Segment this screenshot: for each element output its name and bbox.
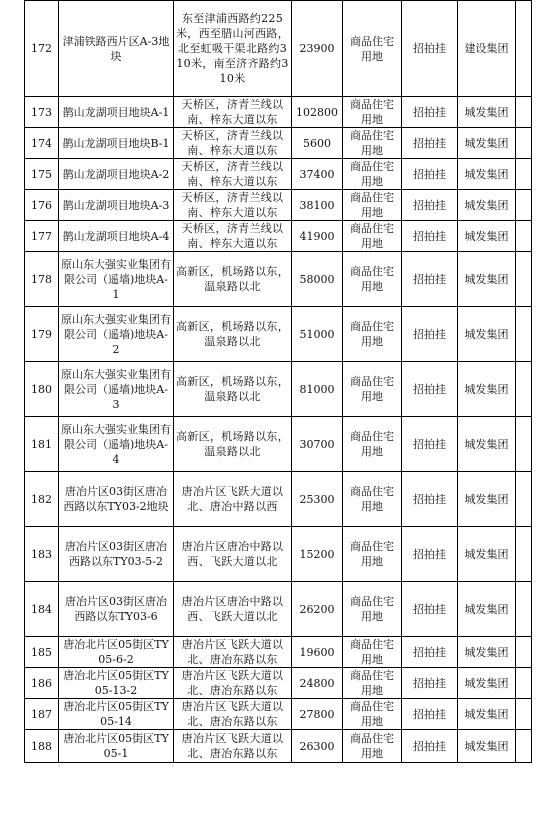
transfer-method-cell: 招拍挂 xyxy=(402,128,458,159)
land-use-cell: 商品住宅用地 xyxy=(343,637,402,668)
land-parcel-table xyxy=(24,0,532,763)
note-cell xyxy=(516,582,532,637)
note-cell xyxy=(516,472,532,527)
parcel-name-cell: 原山东大强实业集团有限公司（遥墙)地块A-2 xyxy=(59,307,174,362)
note-cell xyxy=(516,527,532,582)
table-row xyxy=(25,221,532,252)
area-cell: 102800 xyxy=(292,97,343,128)
owner-group-cell: 城发集团 xyxy=(458,637,516,668)
location-cell: 天桥区，济青兰线以南、梓东大道以东 xyxy=(174,221,292,252)
area-cell: 38100 xyxy=(292,190,343,221)
owner-group-cell: 城发集团 xyxy=(458,128,516,159)
land-use-cell: 商品住宅用地 xyxy=(343,159,402,190)
row-number-cell: 177 xyxy=(25,221,59,252)
owner-group-cell: 城发集团 xyxy=(458,668,516,699)
location-cell: 天桥区，济青兰线以南、梓东大道以东 xyxy=(174,190,292,221)
table-row xyxy=(25,128,532,159)
row-number-cell: 186 xyxy=(25,668,59,699)
transfer-method-cell: 招拍挂 xyxy=(402,190,458,221)
area-cell: 51000 xyxy=(292,307,343,362)
owner-group-cell: 城发集团 xyxy=(458,252,516,307)
owner-group-cell: 城发集团 xyxy=(458,190,516,221)
transfer-method-cell: 招拍挂 xyxy=(402,472,458,527)
area-cell: 27800 xyxy=(292,699,343,730)
table-row xyxy=(25,472,532,527)
transfer-method-cell: 招拍挂 xyxy=(402,730,458,763)
table-row xyxy=(25,307,532,362)
land-use-cell: 商品住宅用地 xyxy=(343,582,402,637)
owner-group-cell: 城发集团 xyxy=(458,730,516,763)
location-cell: 天桥区，济青兰线以南、梓东大道以东 xyxy=(174,159,292,190)
land-use-cell: 商品住宅用地 xyxy=(343,190,402,221)
parcel-name-cell: 唐冶片区03街区唐冶西路以东TY03-5-2 xyxy=(59,527,174,582)
parcel-name-cell: 唐冶北片区05街区TY05-14 xyxy=(59,699,174,730)
parcel-name-cell: 原山东大强实业集团有限公司（遥墙)地块A-3 xyxy=(59,362,174,417)
parcel-name-cell: 唐冶北片区05街区TY05-6-2 xyxy=(59,637,174,668)
table-row xyxy=(25,159,532,190)
parcel-name-cell: 唐冶北片区05街区TY05-13-2 xyxy=(59,668,174,699)
transfer-method-cell: 招拍挂 xyxy=(402,668,458,699)
table-row xyxy=(25,730,532,763)
note-cell xyxy=(516,362,532,417)
row-number-cell: 176 xyxy=(25,190,59,221)
land-use-cell: 商品住宅用地 xyxy=(343,362,402,417)
note-cell xyxy=(516,699,532,730)
location-cell: 天桥区，济青兰线以南、梓东大道以东 xyxy=(174,97,292,128)
transfer-method-cell: 招拍挂 xyxy=(402,417,458,472)
table-row xyxy=(25,97,532,128)
transfer-method-cell: 招拍挂 xyxy=(402,307,458,362)
area-cell: 37400 xyxy=(292,159,343,190)
location-cell: 天桥区，济青兰线以南、梓东大道以东 xyxy=(174,128,292,159)
row-number-cell: 187 xyxy=(25,699,59,730)
transfer-method-cell: 招拍挂 xyxy=(402,582,458,637)
area-cell: 81000 xyxy=(292,362,343,417)
note-cell xyxy=(516,307,532,362)
land-use-cell: 商品住宅用地 xyxy=(343,417,402,472)
area-cell: 23900 xyxy=(292,1,343,97)
row-number-cell: 188 xyxy=(25,730,59,763)
location-cell: 唐冶片区唐冶中路以西、飞跃大道以北 xyxy=(174,527,292,582)
table-row xyxy=(25,699,532,730)
row-number-cell: 173 xyxy=(25,97,59,128)
transfer-method-cell: 招拍挂 xyxy=(402,97,458,128)
note-cell xyxy=(516,128,532,159)
table-row xyxy=(25,637,532,668)
location-cell: 唐冶片区飞跃大道以北、唐冶东路以东 xyxy=(174,668,292,699)
parcel-name-cell: 津浦铁路西片区A-3地块 xyxy=(59,1,174,97)
location-cell: 高新区，机场路以东，温泉路以北 xyxy=(174,362,292,417)
transfer-method-cell: 招拍挂 xyxy=(402,221,458,252)
parcel-name-cell: 唐冶北片区05街区TY05-1 xyxy=(59,730,174,763)
area-cell: 19600 xyxy=(292,637,343,668)
note-cell xyxy=(516,668,532,699)
area-cell: 58000 xyxy=(292,252,343,307)
area-cell: 24800 xyxy=(292,668,343,699)
note-cell xyxy=(516,637,532,668)
land-use-cell: 商品住宅用地 xyxy=(343,97,402,128)
row-number-cell: 175 xyxy=(25,159,59,190)
note-cell xyxy=(516,221,532,252)
row-number-cell: 174 xyxy=(25,128,59,159)
area-cell: 26300 xyxy=(292,730,343,763)
land-use-cell: 商品住宅用地 xyxy=(343,307,402,362)
owner-group-cell: 建设集团 xyxy=(458,1,516,97)
row-number-cell: 181 xyxy=(25,417,59,472)
location-cell: 高新区，机场路以东，温泉路以北 xyxy=(174,417,292,472)
area-cell: 41900 xyxy=(292,221,343,252)
note-cell xyxy=(516,1,532,97)
owner-group-cell: 城发集团 xyxy=(458,97,516,128)
row-number-cell: 179 xyxy=(25,307,59,362)
note-cell xyxy=(516,730,532,763)
note-cell xyxy=(516,97,532,128)
parcel-name-cell: 鹊山龙湖项目地块A-2 xyxy=(59,159,174,190)
row-number-cell: 178 xyxy=(25,252,59,307)
row-number-cell: 183 xyxy=(25,527,59,582)
location-cell: 东至津浦西路约225米，西至腊山河西路，北至虹吸干渠北路约310米，南至济齐路约310米 xyxy=(174,1,292,97)
land-use-cell: 商品住宅用地 xyxy=(343,221,402,252)
table-row xyxy=(25,1,532,97)
owner-group-cell: 城发集团 xyxy=(458,472,516,527)
parcel-name-cell: 原山东大强实业集团有限公司（遥墙)地块A-1 xyxy=(59,252,174,307)
location-cell: 唐冶片区飞跃大道以北、唐冶东路以东 xyxy=(174,730,292,763)
owner-group-cell: 城发集团 xyxy=(458,159,516,190)
note-cell xyxy=(516,159,532,190)
table-row xyxy=(25,190,532,221)
area-cell: 26200 xyxy=(292,582,343,637)
transfer-method-cell: 招拍挂 xyxy=(402,637,458,668)
location-cell: 高新区，机场路以东，温泉路以北 xyxy=(174,307,292,362)
table-row xyxy=(25,582,532,637)
parcel-name-cell: 鹊山龙湖项目地块A-1 xyxy=(59,97,174,128)
parcel-name-cell: 唐冶片区03街区唐冶西路以东TY03-2地块 xyxy=(59,472,174,527)
transfer-method-cell: 招拍挂 xyxy=(402,527,458,582)
land-use-cell: 商品住宅用地 xyxy=(343,1,402,97)
land-use-cell: 商品住宅用地 xyxy=(343,252,402,307)
table-row xyxy=(25,527,532,582)
transfer-method-cell: 招拍挂 xyxy=(402,1,458,97)
owner-group-cell: 城发集团 xyxy=(458,417,516,472)
location-cell: 唐冶片区唐冶中路以西、飞跃大道以北 xyxy=(174,582,292,637)
table-row xyxy=(25,362,532,417)
owner-group-cell: 城发集团 xyxy=(458,307,516,362)
land-use-cell: 商品住宅用地 xyxy=(343,527,402,582)
location-cell: 唐冶片区飞跃大道以北、唐冶东路以东 xyxy=(174,637,292,668)
parcel-name-cell: 鹊山龙湖项目地块B-1 xyxy=(59,128,174,159)
land-use-cell: 商品住宅用地 xyxy=(343,668,402,699)
parcel-name-cell: 原山东大强实业集团有限公司（遥墙)地块A-4 xyxy=(59,417,174,472)
area-cell: 25300 xyxy=(292,472,343,527)
transfer-method-cell: 招拍挂 xyxy=(402,252,458,307)
land-use-cell: 商品住宅用地 xyxy=(343,472,402,527)
table-row xyxy=(25,417,532,472)
parcel-name-cell: 鹊山龙湖项目地块A-4 xyxy=(59,221,174,252)
table-body xyxy=(25,1,532,763)
area-cell: 15200 xyxy=(292,527,343,582)
land-use-cell: 商品住宅用地 xyxy=(343,128,402,159)
row-number-cell: 185 xyxy=(25,637,59,668)
table-row xyxy=(25,668,532,699)
area-cell: 5600 xyxy=(292,128,343,159)
land-use-cell: 商品住宅用地 xyxy=(343,730,402,763)
parcel-name-cell: 鹊山龙湖项目地块A-3 xyxy=(59,190,174,221)
transfer-method-cell: 招拍挂 xyxy=(402,362,458,417)
row-number-cell: 182 xyxy=(25,472,59,527)
land-use-cell: 商品住宅用地 xyxy=(343,699,402,730)
row-number-cell: 184 xyxy=(25,582,59,637)
parcel-name-cell: 唐冶片区03街区唐冶西路以东TY03-6 xyxy=(59,582,174,637)
location-cell: 唐冶片区飞跃大道以北、唐冶东路以东 xyxy=(174,699,292,730)
area-cell: 30700 xyxy=(292,417,343,472)
note-cell xyxy=(516,417,532,472)
location-cell: 唐冶片区飞跃大道以北、唐冶中路以西 xyxy=(174,472,292,527)
land-table-container xyxy=(24,0,532,763)
transfer-method-cell: 招拍挂 xyxy=(402,699,458,730)
note-cell xyxy=(516,252,532,307)
transfer-method-cell: 招拍挂 xyxy=(402,159,458,190)
owner-group-cell: 城发集团 xyxy=(458,582,516,637)
location-cell: 高新区，机场路以东，温泉路以北 xyxy=(174,252,292,307)
table-row xyxy=(25,252,532,307)
owner-group-cell: 城发集团 xyxy=(458,527,516,582)
row-number-cell: 180 xyxy=(25,362,59,417)
note-cell xyxy=(516,190,532,221)
owner-group-cell: 城发集团 xyxy=(458,362,516,417)
owner-group-cell: 城发集团 xyxy=(458,221,516,252)
owner-group-cell: 城发集团 xyxy=(458,699,516,730)
row-number-cell: 172 xyxy=(25,1,59,97)
